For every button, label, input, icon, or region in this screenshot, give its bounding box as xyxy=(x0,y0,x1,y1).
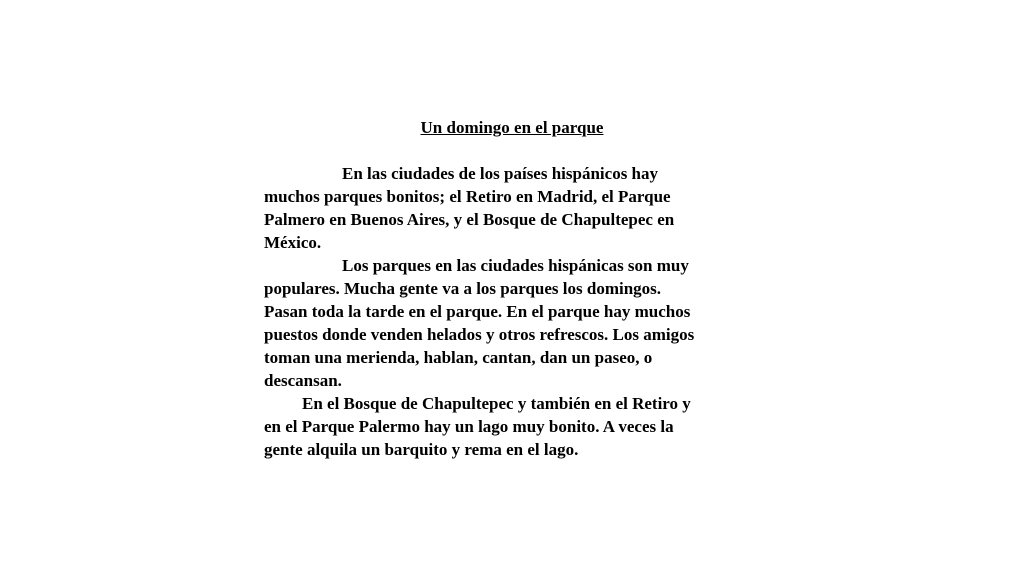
paragraph-parks-list xyxy=(264,162,764,254)
paragraph-lake xyxy=(264,392,764,461)
paragraph-parks-popular xyxy=(264,254,764,392)
paragraph-line: puestos donde venden helados y otros refrescos. Los amigos xyxy=(264,325,695,344)
paragraph-line: descansan. xyxy=(264,371,342,390)
paragraph-line: toman una merienda, hablan, cantan, dan un paseo, o xyxy=(264,348,653,367)
paragraph-line: Los parques en las ciudades hispánicas son muy xyxy=(342,256,689,275)
paragraph-line: Pasan toda la tarde en el parque. En el parque hay muchos xyxy=(264,302,691,321)
paragraph-line: populares. Mucha gente va a los parques los domingos. xyxy=(264,279,662,298)
paragraph-line: México. xyxy=(264,233,322,252)
paragraph-line: gente alquila un barquito y rema en el lago. xyxy=(264,440,579,459)
paragraph-line: En el Bosque de Chapultepec y también en el Retiro y xyxy=(302,394,691,413)
paragraph-line: muchos parques bonitos; el Retiro en Madrid, el Parque xyxy=(264,187,671,206)
paragraph-line: en el Parque Palermo hay un lago muy bonito. A veces la xyxy=(264,417,674,436)
paragraph-line: En las ciudades de los países hispánicos hay xyxy=(342,164,659,183)
document-body xyxy=(264,162,764,461)
paragraph-line: Palmero en Buenos Aires, y el Bosque de Chapultepec en xyxy=(264,210,675,229)
document-title: Un domingo en el parque xyxy=(420,118,604,137)
